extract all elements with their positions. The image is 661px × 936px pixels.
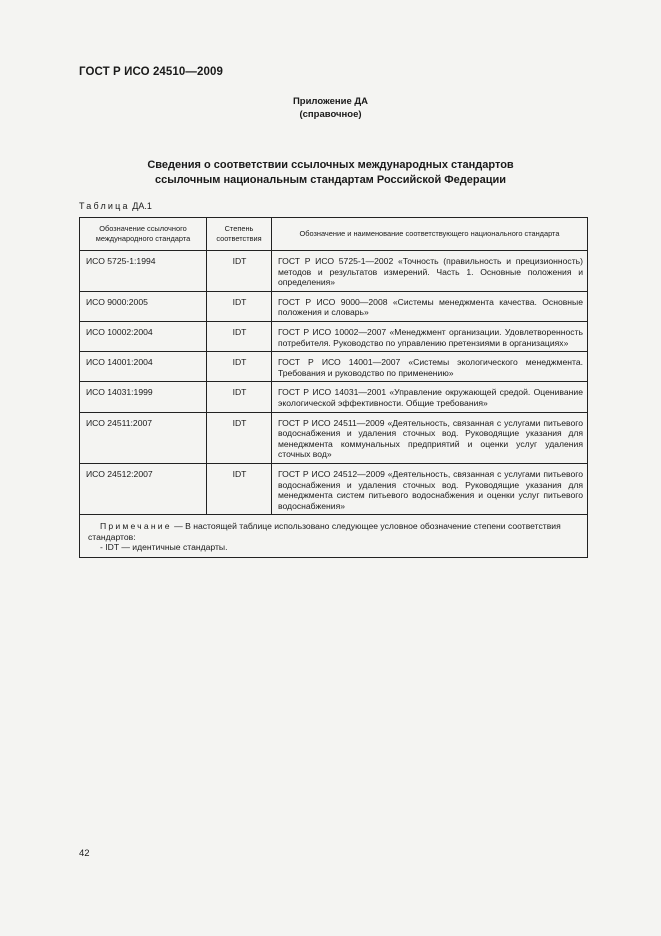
header-national-standard: Обозначение и наименование соответствующего национального стандарта bbox=[272, 218, 588, 251]
cell-ref: ИСО 24511:2007 bbox=[80, 412, 207, 463]
cell-ref: ИСО 5725-1:1994 bbox=[80, 251, 207, 292]
note-paragraph bbox=[88, 521, 581, 542]
table-note-row bbox=[80, 515, 588, 558]
cell-degree: IDT bbox=[207, 321, 272, 351]
table-row bbox=[80, 251, 588, 292]
cell-national: ГОСТ Р ИСО 10002—2007 «Менеджмент организации. Удовлетворенность потребителя. Руководство по управлению претензиями в организациях» bbox=[272, 321, 588, 351]
table-header-row bbox=[80, 218, 588, 251]
document-code: ГОСТ Р ИСО 24510—2009 bbox=[79, 66, 224, 78]
section-title-line1: Сведения о соответствии ссылочных международных стандартов bbox=[147, 159, 514, 171]
cell-degree: IDT bbox=[207, 382, 272, 412]
table-row bbox=[80, 463, 588, 514]
cell-ref: ИСО 24512:2007 bbox=[80, 463, 207, 514]
page-number: 42 bbox=[79, 848, 90, 859]
cell-degree: IDT bbox=[207, 291, 272, 321]
section-title bbox=[0, 158, 661, 188]
table-row bbox=[80, 382, 588, 412]
cell-ref: ИСО 14001:2004 bbox=[80, 352, 207, 382]
note-item: - IDT — идентичные стандарты. bbox=[100, 542, 228, 553]
cell-degree: IDT bbox=[207, 352, 272, 382]
table-label bbox=[79, 201, 152, 211]
table-row bbox=[80, 291, 588, 321]
header-degree: Степень соответствия bbox=[207, 218, 272, 251]
note-label: Примечание bbox=[100, 521, 172, 532]
cell-degree: IDT bbox=[207, 251, 272, 292]
table-note bbox=[80, 515, 588, 558]
cell-degree: IDT bbox=[207, 463, 272, 514]
annex-heading bbox=[0, 95, 661, 121]
header-international-standard: Обозначение ссылочного международного стандарта bbox=[80, 218, 207, 251]
annex-subtitle: (справочное) bbox=[299, 109, 362, 120]
table-row bbox=[80, 321, 588, 351]
cell-degree: IDT bbox=[207, 412, 272, 463]
cell-national: ГОСТ Р ИСО 24511—2009 «Деятельность, связанная с услугами питьевого водоснабжения и удаления сточных вод. Руководящие указания для менеджмента коммунальных предприятий и оценки услуг удаления сточных вод» bbox=[272, 412, 588, 463]
cell-ref: ИСО 9000:2005 bbox=[80, 291, 207, 321]
annex-title: Приложение ДА bbox=[292, 96, 369, 107]
table-label-number: ДА.1 bbox=[132, 201, 152, 211]
cell-national: ГОСТ Р ИСО 14031—2001 «Управление окружающей средой. Оценивание экологической эффективности. Общие требования» bbox=[272, 382, 588, 412]
cell-ref: ИСО 10002:2004 bbox=[80, 321, 207, 351]
cell-national: ГОСТ Р ИСО 5725-1—2002 «Точность (правильность и прецизионность) методов и результатов измерений. Часть 1. Основные положения и определения» bbox=[272, 251, 588, 292]
cell-national: ГОСТ Р ИСО 9000—2008 «Системы менеджмента качества. Основные положения и словарь» bbox=[272, 291, 588, 321]
cell-national: ГОСТ Р ИСО 24512—2009 «Деятельность, связанная с услугами питьевого водоснабжения и удаления сточных вод. Руководящие указания для менеджмента систем питьевого водоснабжения и оценки услуг питьевого водоснабжения» bbox=[272, 463, 588, 514]
correspondence-table bbox=[79, 217, 588, 558]
note-text: — В настоящей таблице использовано следующее условное обозначение степени соответствия стандартов: bbox=[88, 521, 561, 542]
cell-national: ГОСТ Р ИСО 14001—2007 «Системы экологического менеджмента. Требования и руководство по применению» bbox=[272, 352, 588, 382]
table-label-word: Таблица bbox=[79, 201, 130, 211]
table-row bbox=[80, 352, 588, 382]
table-row bbox=[80, 412, 588, 463]
section-title-line2: ссылочным национальным стандартам Российской Федерации bbox=[154, 174, 507, 186]
cell-ref: ИСО 14031:1999 bbox=[80, 382, 207, 412]
